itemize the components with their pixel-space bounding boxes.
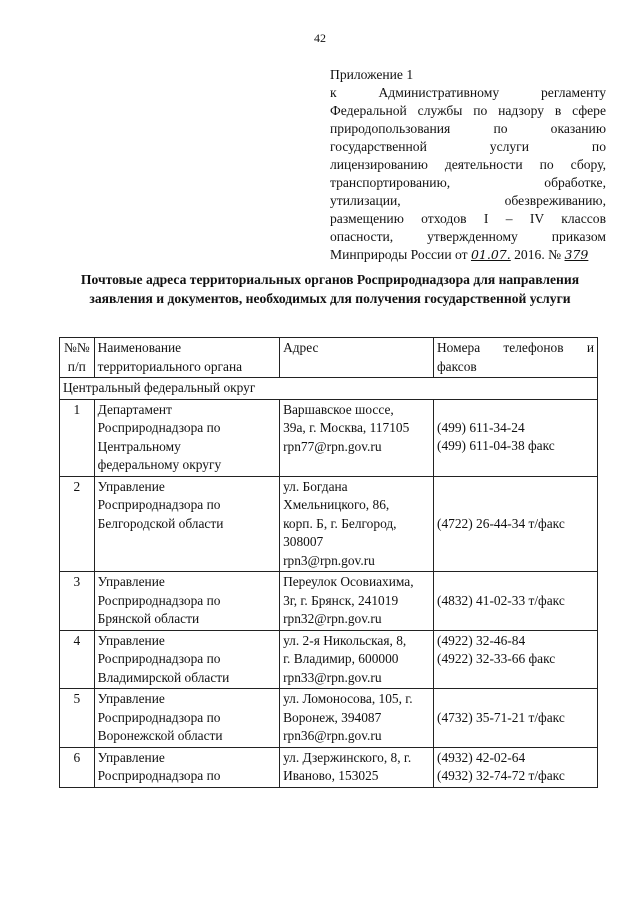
address-line: 39а, г. Москва, 117105 <box>283 420 410 435</box>
appendix-line: транспортированию, обработке, <box>330 175 606 190</box>
phone-line: (4932) 32-74-72 т/факс <box>437 768 565 783</box>
name-line: Росприроднадзора по <box>97 768 221 783</box>
row-name <box>94 630 279 689</box>
appendix-line: лицензированию деятельности по сбору, <box>330 157 606 172</box>
address-line: ул. Ломоносова, 105, г. <box>283 691 413 706</box>
row-phones <box>434 572 598 631</box>
row-num: 6 <box>60 747 95 787</box>
address-line: Переулок Осовиахима, <box>283 574 414 589</box>
name-line: Воронежской области <box>97 728 223 743</box>
address-line: г. Владимир, 600000 <box>283 651 399 666</box>
address-line: корп. Б, г. Белгород, <box>283 515 397 531</box>
name-line: Росприроднадзора по <box>97 592 221 608</box>
phone-line: (499) 611-04-38 факс <box>437 438 555 453</box>
row-address <box>280 476 434 572</box>
appendix-line: Приложение 1 <box>330 67 414 82</box>
name-line: Управление <box>97 691 165 706</box>
header-phones-word-2: телефонов <box>503 340 564 355</box>
row-address <box>280 399 434 476</box>
row-name <box>94 689 279 748</box>
appendix-line: к Административному регламенту <box>330 85 606 100</box>
name-line: Белгородской области <box>97 515 224 531</box>
name-line: Росприроднадзора по <box>97 709 221 725</box>
header-phones-word-3: и <box>586 340 594 355</box>
address-line: ул. 2-я Никольская, 8, <box>283 632 407 648</box>
appendix-line: опасности, утвержденному приказом <box>330 229 606 244</box>
handwritten-number: 379 <box>564 247 589 262</box>
appendix-line: Федеральной службы по надзору в сфере <box>330 103 606 118</box>
phone-line: (4722) 26-44-34 т/факс <box>437 515 565 531</box>
header-num: №№ п/п <box>60 338 95 378</box>
header-phones <box>434 338 598 378</box>
appendix-order-prefix: Минприроды России от <box>330 247 471 262</box>
address-line: Воронеж, 394087 <box>283 709 382 725</box>
page-number: 42 <box>314 31 326 45</box>
name-line: Владимирской области <box>97 669 230 685</box>
appendix-line: государственной услуги по <box>330 139 606 154</box>
address-line: Варшавское шоссе, <box>283 401 394 417</box>
header-name: Наименование территориального органа <box>94 338 279 378</box>
row-name <box>94 747 279 787</box>
row-num: 1 <box>60 399 95 476</box>
name-line: Брянской области <box>97 611 200 626</box>
address-line: Хмельницкого, 86, <box>283 497 390 512</box>
table-row <box>60 476 598 572</box>
row-num: 2 <box>60 476 95 572</box>
region-row <box>60 378 598 400</box>
header-address: Адрес <box>280 338 434 378</box>
row-phones <box>434 689 598 748</box>
phone-line: (499) 611-34-24 <box>437 419 525 435</box>
region-name: Центральный федеральный округ <box>60 378 598 400</box>
email-link[interactable]: rpn36@rpn.gov.ru <box>283 728 382 743</box>
header-phones-word-4: факсов <box>437 358 477 374</box>
appendix-block <box>330 66 606 264</box>
address-line: ул. Дзержинского, 8, г. <box>283 749 412 765</box>
name-line: Управление <box>97 574 165 589</box>
name-line: Департамент <box>97 401 172 417</box>
name-line: Управление <box>97 749 165 765</box>
row-phones <box>434 630 598 689</box>
name-line: Росприроднадзора по <box>97 497 221 512</box>
address-line: ул. Богдана <box>283 478 348 494</box>
email-link[interactable]: rpn3@rpn.gov.ru <box>283 552 375 568</box>
row-num: 4 <box>60 630 95 689</box>
table-header-row <box>60 338 598 378</box>
row-phones <box>434 747 598 787</box>
row-num: 3 <box>60 572 95 631</box>
phone-line: (4932) 42-02-64 <box>437 749 526 765</box>
email-link[interactable]: rpn32@rpn.gov.ru <box>283 611 382 626</box>
row-name <box>94 399 279 476</box>
phone-line: (4832) 41-02-33 т/факс <box>437 592 565 608</box>
row-num: 5 <box>60 689 95 748</box>
address-line: Иваново, 153025 <box>283 768 379 783</box>
handwritten-date: 01.07. <box>470 247 511 262</box>
table-row <box>60 689 598 748</box>
appendix-line: размещению отходов I – IV классов <box>330 211 606 226</box>
name-line: Росприроднадзора по <box>97 420 221 435</box>
appendix-line: утилизации, обезвреживанию, <box>330 193 606 208</box>
row-phones <box>434 476 598 572</box>
row-address <box>280 689 434 748</box>
phone-line: (4922) 32-33-66 факс <box>437 651 556 666</box>
address-line: 3г, г. Брянск, 241019 <box>283 592 399 608</box>
row-address <box>280 630 434 689</box>
addresses-table <box>59 337 598 788</box>
phone-line: (4732) 35-71-21 т/факс <box>437 709 565 725</box>
table-row <box>60 572 598 631</box>
table-row <box>60 747 598 787</box>
name-line: Управление <box>97 478 165 494</box>
name-line: Управление <box>97 632 165 648</box>
table-row <box>60 630 598 689</box>
appendix-order-line <box>330 246 606 264</box>
address-line: 308007 <box>283 534 324 549</box>
row-name <box>94 572 279 631</box>
name-line: Центральному <box>97 438 181 454</box>
name-line: Росприроднадзора по <box>97 651 221 666</box>
name-line: федеральному округу <box>97 457 222 472</box>
row-address <box>280 572 434 631</box>
document-title: Почтовые адреса территориальных органов Росприроднадзора для направления заявления и документов, необходимых для получения государственной услуги <box>80 272 580 306</box>
appendix-year: 2016. № <box>510 247 565 262</box>
email-link[interactable]: rpn33@rpn.gov.ru <box>283 669 382 685</box>
phone-line: (4922) 32-46-84 <box>437 632 526 648</box>
row-phones <box>434 399 598 476</box>
header-phones-word-1: Номера <box>437 340 481 355</box>
email-link[interactable]: rpn77@rpn.gov.ru <box>283 438 382 454</box>
appendix-line: природопользования по оказанию <box>330 121 606 136</box>
row-address <box>280 747 434 787</box>
table-row <box>60 399 598 476</box>
row-name <box>94 476 279 572</box>
